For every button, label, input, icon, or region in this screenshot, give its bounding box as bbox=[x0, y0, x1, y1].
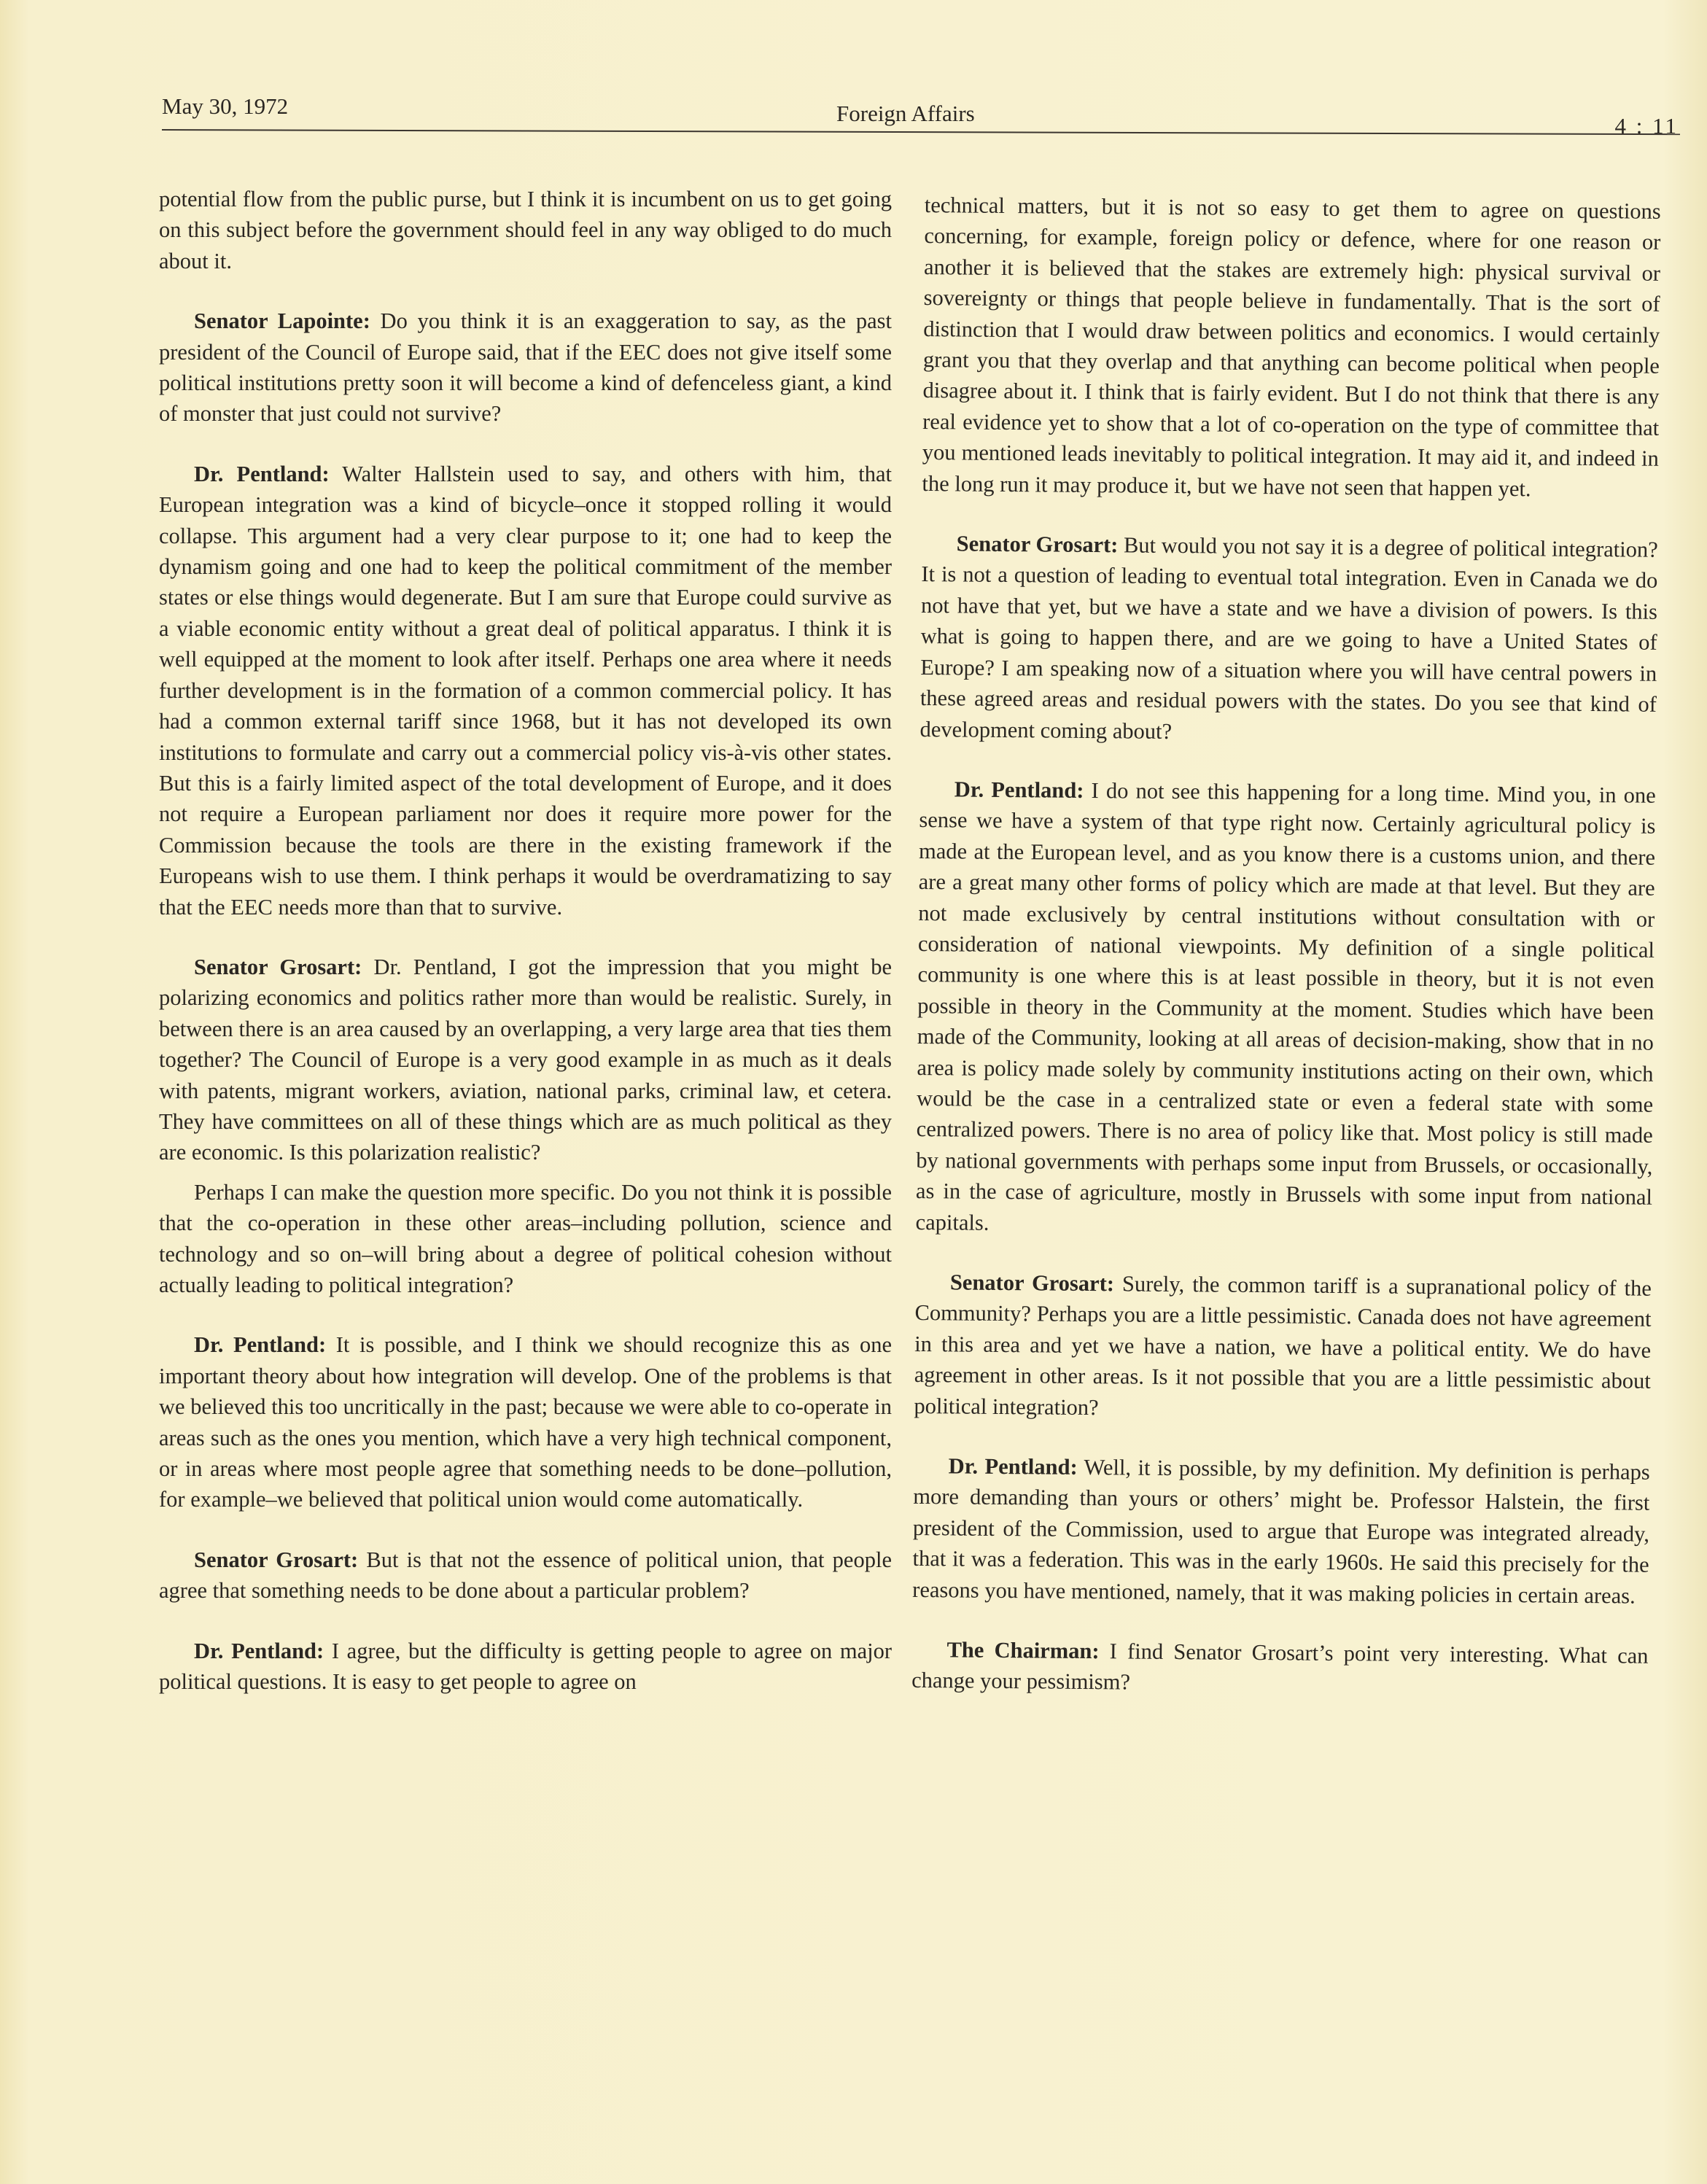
speaker-name: Dr. Pentland: bbox=[948, 1453, 1078, 1480]
paragraph-text: But is that not the essence of political union, that people agree that something needs to be done about a particular problem? bbox=[159, 1547, 892, 1604]
speaker-name: Senator Grosart: bbox=[949, 1270, 1115, 1297]
paragraph bbox=[159, 459, 892, 922]
paragraph-text: It is possible, and I think we should recognize this as one important theory about how integration will develop. One of the problems is that we believed this too uncritically in the past; because we were able to co-operate in areas such as the ones you mention, which have a very high technical component, or in areas where most people agree that something needs to be done–pollution, for example–we believed that political union would come automatically. bbox=[159, 1332, 892, 1512]
paragraph bbox=[911, 1634, 1649, 1703]
speaker-name: Senator Grosart: bbox=[194, 954, 362, 979]
header-page-number: 4 : 11 bbox=[1614, 113, 1679, 139]
paragraph-text: I do not see this happening for a long time. Mind you, in one sense we have a system of that type right now. Certainly agricultural policy is made at the European level, and as you know there is a customs union, and there are a great many other forms of policy which are made at that level. But they are not made exclusively by central institutions without consultation with or consideration of national viewpoints. My definition of a single political community is one where this is at least possible in theory, but it is not even possible in theory in the Community at the moment. Studies which have been made of the Community, looking at all areas of decision-making, show that in no area is policy made solely by community institutions acting on their own, which would be the case in a centralized state or even a federal state with some centralized powers. There is no area of policy like that. Most policy is still made by national governments with perhaps some input from Brussels, or occasionally, as in the case of agriculture, mostly in Brussels with some input from national capitals. bbox=[915, 777, 1656, 1235]
speaker-name: Dr. Pentland: bbox=[194, 1332, 327, 1358]
paragraph-text: I find Senator Grosart’s point very interesting. What can change your pessimism? bbox=[911, 1639, 1649, 1695]
paragraph-text: potential flow from the public purse, but I think it is incumbent on us to get going on this subject before the government should feel in any way obliged to do much about it. bbox=[159, 187, 892, 273]
header-title: Foreign Affairs bbox=[836, 101, 975, 126]
paragraph bbox=[919, 528, 1658, 751]
paragraph bbox=[159, 1177, 892, 1301]
speaker-name: The Chairman: bbox=[946, 1637, 1100, 1664]
paragraph bbox=[159, 952, 892, 1168]
paragraph bbox=[159, 306, 892, 430]
paragraph bbox=[159, 1636, 892, 1698]
paragraph bbox=[159, 1544, 892, 1606]
speaker-name: Senator Lapointe: bbox=[194, 308, 370, 334]
speaker-name: Senator Grosart: bbox=[194, 1547, 359, 1572]
speaker-name: Dr. Pentland: bbox=[194, 1638, 324, 1663]
speaker-name: Senator Grosart: bbox=[956, 531, 1119, 558]
paragraph-text: Do you think it is an exaggeration to say, as the past president of the Council of Europe said, that if the EEC does not give itself some political institutions pretty soon it will become a kind of defenceless giant, a kind of monster that just could not survive? bbox=[159, 308, 892, 427]
paragraph-text: Dr. Pentland, I got the impression that you might be polarizing economics and politics rather more than would be realistic. Surely, in between there is an area caused by an overlapping, a very large area that ties them together? The Council of Europe is a very good example in as much as it deals with patents, migrant workers, aviation, national parks, criminal law, et cetera. They have committees on all of these things which are as much political as they are economic. Is this polarization realistic? bbox=[159, 954, 892, 1165]
header-date: May 30, 1972 bbox=[162, 93, 289, 119]
paragraph-text: Well, it is possible, by my definition. My definition is perhaps more demanding than yours or others’ might be. Professor Halstein, the first president of the Commission, used to argue that Europe was integrated already, that it was a federation. This was in the early 1960s. He said this precisely for the reasons you have mentioned, namely, that it was making policies in certain areas. bbox=[912, 1454, 1650, 1609]
paragraph-text: Perhaps I can make the question more specific. Do you not think it is possible that the co-operation in these other areas–including pollution, science and technology and so on–will bring about a degree of political cohesion without actually leading to political integration? bbox=[159, 1179, 892, 1297]
paragraph-text: Walter Hallstein used to say, and others with him, that European integration was a kind of bicycle–once it stopped rolling it would collapse. This argument had a very clear purpose to it; one had to keep the dynamism going and one had to keep the political commitment of the member states or else things would degenerate. But I am sure that Europe could survive as a viable economic entity without a great deal of political apparatus. I think it is well equipped at the moment to look after itself. Perhaps one area where it needs further development is in the formation of a common commercial policy. It has had a common external tariff since 1968, but it has not developed its own institutions to formulate and carry out a commercial policy vis-à-vis other states. But this is a fairly limited aspect of the total development of Europe, and it does not require a European parliament nor does it require more power for the Commission because the tools are there in the existing framework if the Europeans wish to use them. I think perhaps it would be overdramatizing to say that the EEC needs more than that to survive. bbox=[159, 461, 892, 920]
paragraph bbox=[922, 190, 1661, 505]
right-column bbox=[911, 190, 1661, 1732]
speaker-name: Dr. Pentland: bbox=[194, 461, 330, 486]
paragraph bbox=[159, 184, 892, 276]
speaker-name: Dr. Pentland: bbox=[954, 777, 1084, 803]
paragraph-text: technical matters, but it is not so easy to get them to agree on questions concerning, for example, foreign policy or defence, where for one reason or another it is believed that the stakes are extremely high: physical survival or sovereignty or things that people believe in fundamentally. That is the sort of distinction that I would draw between politics and economics. I would certainly grant you that they overlap and that anything can become political when people disagree about it. I think that is fairly evident. But I do not think that there is any real evidence yet to show that a lot of co-operation on the type of committee that you mentioned leads inevitably to political integration. It may aid it, and indeed in the long run it may produce it, but we have not seen that happen yet. bbox=[922, 192, 1661, 501]
paragraph-text: Surely, the common tariff is a supranational policy of the Community? Perhaps you are a little pessimistic. Canada does not have agreement in this area and yet we have a nation, we have a political entity. We do have agreement in other areas. Is it not possible that you are a little pessimistic about political integration? bbox=[914, 1271, 1652, 1420]
paragraph bbox=[914, 1267, 1652, 1428]
left-column bbox=[159, 184, 892, 1726]
paragraph-text: But would you not say it is a degree of political integration? It is not a question of leading to eventual total integration. Even in Canada we do not have that yet, but we have a state and we have a division of powers. Is this what is going to happen there, and are we going to have a United States of Europe? I am speaking now of a situation where you will have central powers in these agreed areas and residual powers with the states. Do you see that kind of development coming about? bbox=[919, 532, 1658, 744]
paragraph bbox=[915, 774, 1656, 1244]
paragraph bbox=[912, 1450, 1650, 1612]
paragraph bbox=[159, 1329, 892, 1515]
paragraph-text: I agree, but the difficulty is getting people to agree on major political questions. It is easy to get people to agree on bbox=[159, 1638, 893, 1695]
